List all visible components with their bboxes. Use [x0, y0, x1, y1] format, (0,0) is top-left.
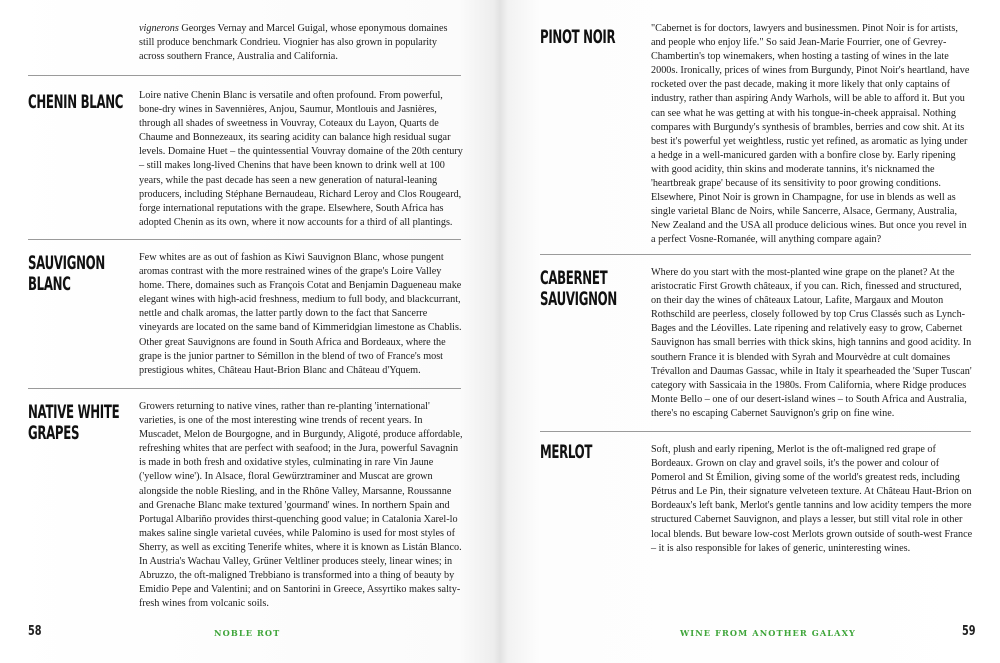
viognier-continuation: [139, 22, 464, 64]
running-head: WINE FROM ANOTHER GALAXY: [680, 628, 857, 638]
body-native-white-grapes: Growers returning to native vines, rather than re-planting 'international' varieties, is one of the most interesting wine trends of recent years. In Muscadet, Melon de Bourgogne, and in Burgundy, Aligoté, produce affordable, refreshing whites that are perfect with seafood; in the Jura, powerful Savagnin is made in both fresh and oxidative styles, culminating in rare Vin Jaune ('yellow wine'). In Alsace, floral Gewürztraminer and Muscat are grown alongside the noble Riesling, and in the Rhône Valley, Marsanne, Roussanne and Grenache Blanc make textured 'gourmand' wines. In northern Spain and Portugal Albariño provides thirst-quenching good value; in Catalonia Xarel-lo makes saline single varietal cuvées, while Palomino is used for most styles of Sherry, as well as exciting Tenerife whites, where it is known as Listán Blanco. In Austria's Wachau Valley, Grüner Veltliner produces steely, linear wines; in Abruzzo, the oft-maligned Trebbiano is transformed into a thing of beauty by Emidio Pepe and Valentini; and on Santorini in Greece, Assyrtiko makes salty-fresh wines from volcanic soils.: [139, 401, 463, 610]
running-head: NOBLE ROT: [214, 628, 281, 638]
divider-rule: [28, 75, 461, 76]
divider-rule: [28, 239, 461, 240]
heading-line: CABERNET: [540, 267, 608, 289]
page-number: 58: [28, 624, 42, 639]
body-chenin-blanc: Loire native Chenin Blanc is versatile and often profound. From powerful, bone-dry wines in Savennières, Anjou, Saumur, Montlouis and Jasnières, through all shades of sweetness in Vouvray, Coteaux du Layon, Quarts de Chaume and Bonnezeaux, its searing acidity can balance high residual sugar levels. Domaine Huet – the quintessential Vouvray domaine of the 20th century – still makes long-lived Chenins that have been known to drink well at 100 years, while the past decade has seen a new generation of natural-leaning producers, including Stéphane Bernaudeau, Richard Leroy and Clos Rougeard, forge international reputations with the grape. Elsewhere, South Africa has adopted Chenin as its own, where it now accounts for a third of all plantings.: [139, 90, 463, 228]
divider-rule: [28, 388, 461, 389]
italic-word: vignerons: [139, 23, 179, 34]
heading-merlot: MERLOT: [540, 441, 593, 463]
heading-chenin-blanc: CHENIN BLANC: [28, 91, 124, 113]
divider-rule: [540, 254, 971, 255]
body-merlot: Soft, plush and early ripening, Merlot is the oft-maligned red grape of Bordeaux. Grown on clay and gravel soils, it's the power and colour of Pomerol and St Émilion, giving some of the world's greatest reds, including Pétrus and Le Pin, their signature velveteen texture. At Château Haut-Brion on Bordeaux's left bank, Merlot's gentle tannins and low acidity tempers the more structured Cabernet Sauvignon, and plays a lesser, but still vital role in other local blends. But beware low-cost Merlots grown outside of south-west France – it is also responsible for lakes of generic, uninteresting wines.: [651, 444, 973, 554]
body-cabernet-sauvignon: Where do you start with the most-planted wine grape on the planet? At the aristocratic First Growth châteaux, if you can. Rich, finessed and structured, on their day the wines of châteaux Latour, Lafite, Margaux and Mouton Rothschild are peerless, closely followed by top Crus Classés such as Lynch-Bages and the Léovilles. Late ripening and relatively easy to grow, Cabernet Sauvignon has small berries with thick skins, high tannins and good acidity. In southern France it is blended with Syrah and Mourvèdre at cult domaines Trévallon and Daumas Gassac, while in Italy it spearheaded the 'Super Tuscan' category with Sassicaia in the 1980s. From California, where Ridge produces Monte Bello – one of our desert-island wines – to South Africa and Australia, there's no escaping Cabernet Sauvignon's grip on fine wine.: [651, 267, 972, 419]
page-number: 59: [962, 624, 976, 639]
heading-line: BLANC: [28, 273, 71, 295]
heading-pinot-noir: PINOT NOIR: [540, 26, 616, 48]
body-sauvignon-blanc: Few whites are as out of fashion as Kiwi Sauvignon Blanc, whose pungent aromas contrast with the more restrained wines of the grape's Loire Valley home. There, domaines such as François Cotat and Benjamin Dagueneau make elegant wines with high-acid freshness, medium to full body, and blackcurrant, nettle and chalk aromas, the latter partly down to the fact that Sancerre vineyards are located on the same band of Kimmeridgian limestone as Chablis. Other great Sauvignons are found in South Africa and Bordeaux, where the grape is the junior partner to Sémillon in the blend of two of France's most prestigious whites, Château Haut-Brion Blanc and Château d'Yquem.: [139, 252, 462, 376]
divider-rule: [540, 431, 971, 432]
heading-line: NATIVE WHITE: [28, 401, 120, 423]
right-page: [500, 0, 1000, 663]
body-pinot-noir: "Cabernet is for doctors, lawyers and businessmen. Pinot Noir is for artists, and people who enjoy life." So said Jean-Marie Fourrier, one of Gevrey-Chambertin's top winemakers, when hosting a tasting of wines in the late 2000s. Ironically, prices of wines from Burgundy, Pinot Noir's heartland, have rocketed over the past decade, making it more likely that only captains of industry, rather than aspiring Andy Warhols, will be able to afford it. But you can see what he was getting at with his tongue-in-cheek appraisal. Nothing compares with Burgundy's synthesis of brambles, berries and cow shit. At its best it's powerful yet weightless, rustic yet refined, as aromatic as lying under a hedge in a well-manicured garden with a bonfire close by. Early ripening with good acidity, thin skins and moderate tannins, it's nicknamed the 'heartbreak grape' because of its sensitivity to poor growing conditions. Elsewhere, Pinot Noir is grown in Champagne, for use in blends as well as single varietal Blanc de Noirs, while Sancerre, Alsace, Germany, Australia, New Zealand and the USA all produce delicious wines. But once you revel in a perfect Vosne-Romanée, will anything compare again?: [651, 23, 970, 246]
heading-line: SAUVIGNON: [28, 252, 105, 274]
heading-line: GRAPES: [28, 422, 80, 444]
heading-native-white-grapes: [28, 402, 119, 444]
viognier-continuation-text: Georges Vernay and Marcel Guigal, whose eponymous domaines still produce benchmark Condrieu. Viognier has also grown in popularity across southern France, Australia and California.: [139, 23, 448, 63]
heading-line: SAUVIGNON: [540, 288, 617, 310]
heading-cabernet-sauvignon: [540, 268, 617, 310]
heading-sauvignon-blanc: [28, 253, 105, 295]
